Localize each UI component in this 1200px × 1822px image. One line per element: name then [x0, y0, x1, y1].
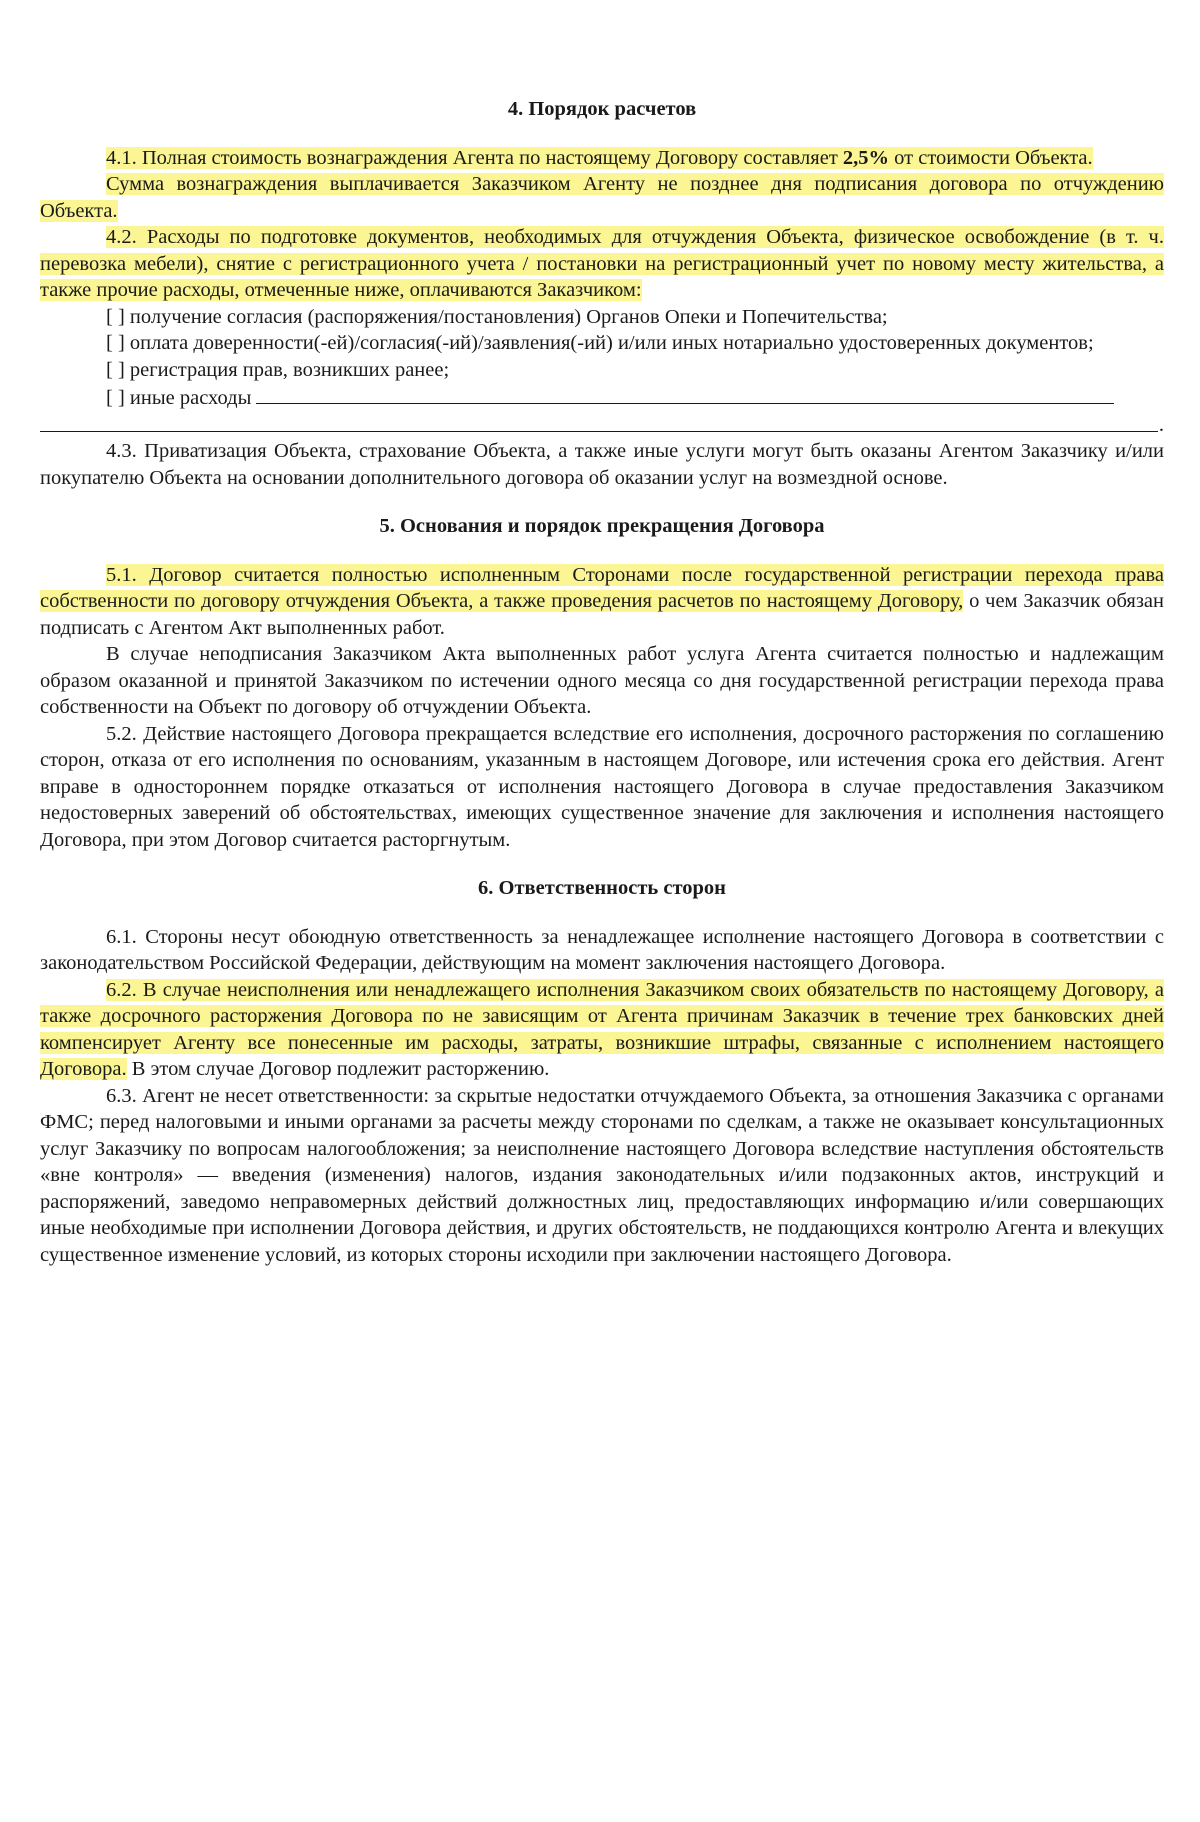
section-4 [40, 96, 1164, 491]
rule-end-dot: . [1158, 413, 1164, 436]
paragraph-6-2 [40, 977, 1164, 1083]
document-page [40, 96, 1164, 1268]
checkbox-label: [ ] иные расходы [106, 387, 252, 409]
paragraph-text: 4.1. Полная стоимость вознаграждения Агента по настоящему Договору составляет [106, 146, 843, 169]
paragraph-4-1 [40, 145, 1164, 172]
section-heading: 5. Основания и порядок прекращения Договора [379, 515, 825, 537]
highlight: 5.1. Договор считается полностью исполненным Сторонами после государственной регистрации перехода права собственности по договору отчуждения Объекта, а также проведения расчетов по настоящему Договору, [40, 563, 1164, 612]
paragraph-5-1-unsigned: В случае неподписания Заказчиком Акта выполненных работ услуга Агента считается полностью и надлежащим образом оказанной и принятой Заказчиком по истечении одного месяца со дня государственной регистрации перехода права собственности на Объект по договору об отчуждении Объекта. [40, 643, 1164, 718]
blank-fill-line [256, 383, 1114, 404]
checkbox-item-notary: [ ] оплата доверенности(-ей)/согласия(-ий)/заявления(-ий) и/или иных нотариально удостоверенных документов; [106, 332, 1094, 354]
paragraph-4-1-payment [40, 171, 1164, 224]
highlight: 6.2. В случае неисполнения или ненадлежащего исполнения Заказчиком своих обязательств по настоящему Договору, а также досрочного расторжения Договора по не зависящим от Агента причинам Заказчик в течение трех банковских дней компенсирует Агенту все понесенные им расходы, затраты, возникшие штрафы, связанные с исполнением настоящего Договора. [40, 978, 1164, 1080]
checkbox-item-guardianship: [ ] получение согласия (распоряжения/постановления) Органов Опеки и Попечительства; [106, 305, 888, 328]
paragraph-6-1: 6.1. Стороны несут обоюдную ответственность за ненадлежащее исполнение настоящего Договора в соответствии с законодательством Российской Федерации, действующим на момент заключения настоящего Договора. [40, 925, 1164, 974]
highlight: Сумма вознаграждения выплачивается Заказчиком Агенту не позднее дня подписания договора по отчуждению Объекта. [40, 173, 1164, 222]
section-5 [40, 513, 1164, 853]
paragraph-text: о чем Заказчик обязан подписать с Агентом Акт выполненных работ. [40, 590, 1164, 639]
paragraph-6-3: 6.3. Агент не несет ответственности: за скрытые недостатки отчуждаемого Объекта, за отношения Заказчика с органами ФМС; перед налоговыми и иными органами за расчеты между сторонами по сделкам, а также не оказывает консультационных услуг Заказчику по вопросам налогообложения; за неисполнение настоящего Договора вследствие наступления обстоятельств «вне контроля» — введения (изменения) налогов, издания законодательных и/или подзаконных актов, инструкций и распоряжений, заведомо неправомерных действий должностных лиц, предоставляющих информацию и/или совершающих иные необходимые при исполнении Договора действия, и других обстоятельств, не поддающихся контролю Агента и влекущих существенное изменение условий, из которых стороны исходили при заключении настоящего Договора. [40, 1084, 1164, 1266]
section-heading: 6. Ответственность сторон [478, 877, 726, 899]
rule [40, 431, 1158, 432]
paragraph-text: от стоимости Объекта. [889, 146, 1093, 169]
highlight: 4.2. Расходы по подготовке документов, необходимых для отчуждения Объекта, физическое освобождение (в т. ч. перевозка мебели), снятие с регистрационного учета / постановки на регистрационный учет по новому месту жительства, а также прочие расходы, отмеченные ниже, оплачиваются Заказчиком: [40, 226, 1164, 301]
paragraph-4-2 [40, 224, 1164, 304]
checkbox-item-registration: [ ] регистрация прав, возникших ранее; [106, 358, 450, 381]
section-6 [40, 875, 1164, 1268]
paragraph-5-2: 5.2. Действие настоящего Договора прекращается вследствие его исполнения, досрочного расторжения по соглашению сторон, отказа от его исполнения по основаниям, указанным в настоящем Договоре, или истечения срока его действия. Агент вправе в одностороннем порядке отказаться от исполнения настоящего Договора в случае предоставления Заказчиком недостоверных заверений об обстоятельствах, имеющих существенное значение для заключения и исполнения настоящего Договора, при этом Договор считается расторгнутым. [40, 722, 1164, 851]
checkbox-item-other-expenses [40, 383, 1164, 412]
commission-percent: 2,5% [842, 146, 890, 169]
paragraph-4-3: 4.3. Приватизация Объекта, страхование Объекта, а также иные услуги могут быть оказаны Агентом Заказчику и/или покупателю Объекта на основании дополнительного договора об оказании услуг на возмездной основе. [40, 440, 1164, 489]
highlight [106, 147, 1093, 169]
paragraph-5-1 [40, 562, 1164, 642]
paragraph-text: В этом случае Договор подлежит расторжению. [126, 1058, 550, 1080]
blank-rule-line [40, 412, 1164, 439]
section-heading: 4. Порядок расчетов [507, 98, 697, 120]
